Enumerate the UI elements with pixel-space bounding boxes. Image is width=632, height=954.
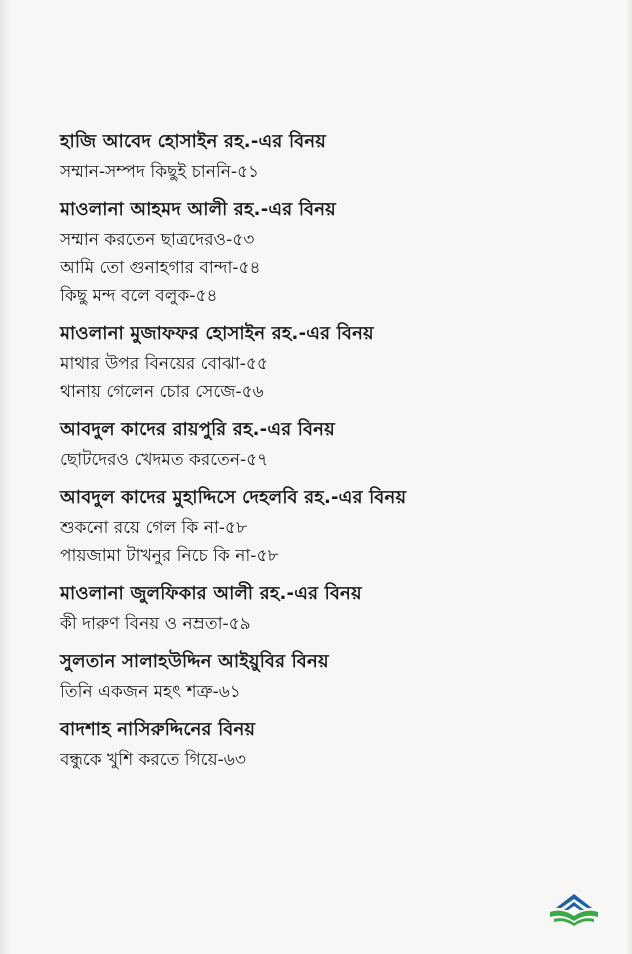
section-entries (60, 158, 580, 186)
toc-entry: শুকনো রয়ে গেল কি না-৫৮ (60, 518, 247, 538)
section-heading: মাওলানা আহমদ আলী রহ.-এর বিনয় (60, 199, 336, 220)
section-entries (60, 610, 580, 638)
publisher-book-logo-icon (548, 888, 600, 928)
section-heading: আবদুল কাদের রায়পুরি রহ.-এর বিনয় (60, 419, 335, 440)
toc-entry: থানায় গেলেন চোর সেজে-৫৬ (60, 382, 264, 402)
section-entries (60, 226, 580, 310)
section-entries (60, 446, 580, 474)
toc-entry: মাথার উপর বিনয়ের বোঝা-৫৫ (60, 354, 268, 374)
toc-entry: কিছু মন্দ বলে বলুক-৫৪ (60, 286, 218, 306)
toc-section (60, 486, 580, 570)
toc-section (60, 198, 580, 310)
section-heading: মাওলানা মুজাফফর হোসাইন রহ.-এর বিনয় (60, 323, 374, 344)
toc-entry: আমি তো গুনাহগার বান্দা-৫৪ (60, 258, 261, 278)
section-entries (60, 746, 580, 774)
section-entries (60, 678, 580, 706)
section-heading: বাদশাহ নাসিরুদ্দিনের বিনয় (60, 719, 256, 740)
toc-section (60, 718, 580, 774)
toc-entry: সম্মান-সম্পদ কিছুই চাননি-৫১ (60, 162, 260, 182)
toc-section (60, 322, 580, 406)
toc-section (60, 582, 580, 638)
page-edge-shadow-left (0, 0, 10, 954)
toc-section (60, 650, 580, 706)
toc-entry: বন্ধুকে খুশি করতে গিয়ে-৬৩ (60, 750, 246, 770)
section-entries (60, 350, 580, 406)
toc-entry: ছোটদেরও খেদমত করতেন-৫৭ (60, 450, 269, 470)
section-heading: সুলতান সালাহউদ্দিন আইয়ুবির বিনয় (60, 651, 329, 672)
toc-entry: তিনি একজন মহৎ শত্রু-৬১ (60, 682, 241, 702)
page-edge-shadow-right (626, 0, 632, 954)
section-heading: আবদুল কাদের মুহাদ্দিসে দেহলবি রহ.-এর বিনয় (60, 487, 407, 508)
toc-section (60, 418, 580, 474)
section-heading: মাওলানা জুলফিকার আলী রহ.-এর বিনয় (60, 583, 362, 604)
toc-entry: কী দারুণ বিনয় ও নম্রতা-৫৯ (60, 614, 251, 634)
section-entries (60, 514, 580, 570)
section-heading: হাজি আবেদ হোসাইন রহ.-এর বিনয় (60, 131, 327, 152)
toc-section (60, 130, 580, 186)
table-of-contents (60, 130, 580, 774)
toc-entry: পায়জামা টাখনুর নিচে কি না-৫৮ (60, 546, 279, 566)
toc-entry: সম্মান করতেন ছাত্রদেরও-৫৩ (60, 230, 255, 250)
